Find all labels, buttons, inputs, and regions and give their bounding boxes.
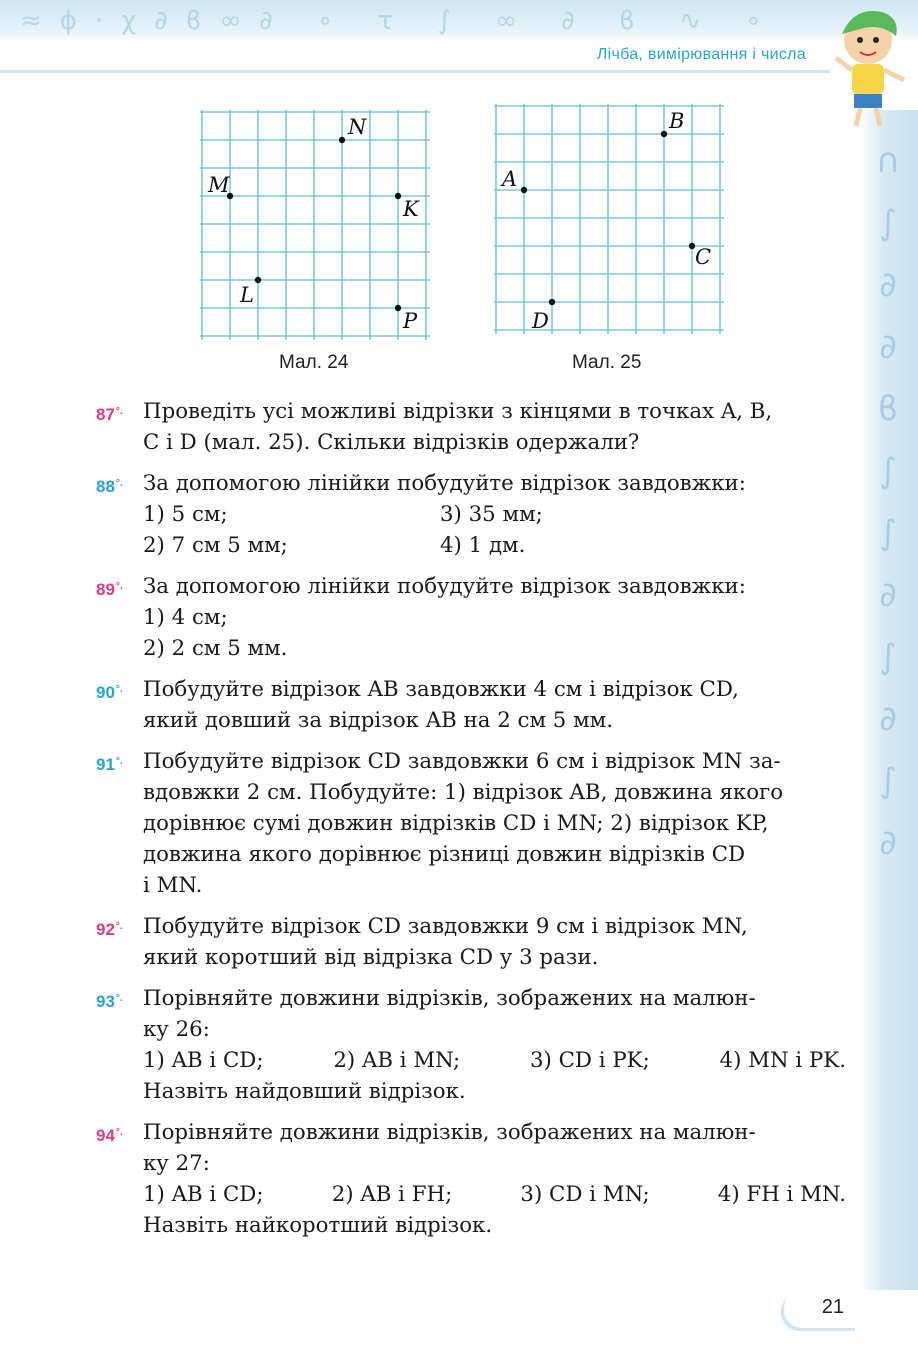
exercise-text-line: Назвіть найдовший відрізок. — [143, 1079, 466, 1104]
exercise-number: 89°. — [96, 580, 123, 599]
figure-24-grid — [198, 108, 434, 344]
option-item: 3) CD і PK; — [530, 1048, 650, 1073]
exercise-list — [96, 396, 846, 1251]
option-item: 1) AB і CD; — [143, 1048, 264, 1073]
options-row — [143, 530, 846, 561]
point-n — [339, 137, 345, 143]
option-item: 3) CD і MN; — [520, 1182, 650, 1207]
point-label-l: L — [240, 283, 254, 307]
exercise-94 — [96, 1117, 846, 1241]
exercise-92 — [96, 911, 846, 973]
figure-25-caption: Мал. 25 — [572, 352, 642, 373]
exercise-text-line: ку 27: — [143, 1151, 210, 1176]
exercise-text-line: Побудуйте відрізок AB завдовжки 4 см і відрізок CD, — [143, 677, 739, 702]
exercise-text-line: За допомогою лінійки побудуйте відрізок завдовжки: — [143, 471, 746, 496]
header-rule — [0, 70, 830, 73]
point-label-c: C — [695, 245, 712, 269]
option-item: 2) 7 см 5 мм; — [143, 533, 288, 558]
option-item: 4) MN і PK. — [719, 1048, 846, 1073]
exercise-text-line: Проведіть усі можливі відрізки з кінцями в точках A, B, — [143, 399, 773, 424]
option-item: 2) AB і FH; — [331, 1182, 453, 1207]
point-label-m: M — [208, 173, 230, 197]
point-b — [661, 131, 667, 137]
page-number: 21 — [821, 1296, 844, 1318]
top-decor-glyphs: ≈ϕ·χ∂ϐ∞∂ ∘ τ ∫ ∞ ∂ ϐ ∿ ∘ — [20, 6, 780, 36]
exercise-89 — [96, 571, 846, 664]
point-l — [255, 277, 261, 283]
options-row — [143, 499, 846, 530]
exercise-number: 87°. — [96, 405, 123, 424]
exercise-text-line: який довший за відрізок AB на 2 см 5 мм. — [143, 708, 614, 733]
exercise-93 — [96, 983, 846, 1107]
exercise-91 — [96, 746, 846, 901]
exercise-number: 91°. — [96, 755, 123, 774]
point-label-b: B — [669, 109, 685, 133]
option-item: 2) 2 см 5 мм. — [143, 636, 288, 661]
exercise-90 — [96, 674, 846, 736]
exercise-number: 90°. — [96, 683, 123, 702]
options-row — [143, 1045, 846, 1076]
exercise-text-line: довжина якого дорівнює різниці довжин відрізків CD — [143, 842, 746, 867]
option-item: 4) FH і MN. — [717, 1182, 846, 1207]
exercise-text-line: Порівняйте довжини відрізків, зображених на малюн- — [143, 986, 756, 1011]
exercise-text-line: Побудуйте відрізок CD завдовжки 9 см і відрізок MN, — [143, 914, 748, 939]
side-decor-glyphs: ∩ ∫ ∂ ∂ ϐ ∫ ∫ ∂ ∫ ∂ ∫ ∂ — [875, 141, 901, 863]
exercise-text-line: який коротший від відрізка CD у 3 рази. — [143, 945, 599, 970]
exercise-number: 93°. — [96, 992, 123, 1011]
exercise-88 — [96, 468, 846, 561]
option-item: 4) 1 дм. — [440, 533, 526, 558]
top-decor-band — [0, 0, 918, 42]
point-k — [395, 193, 401, 199]
point-label-n: N — [348, 115, 367, 139]
exercise-number: 88°. — [96, 477, 123, 496]
exercise-text-line: C і D (мал. 25). Скільки відрізків одержали? — [143, 430, 640, 455]
exercise-text-line: Побудуйте відрізок CD завдовжки 6 см і відрізок MN за- — [143, 749, 781, 774]
option-item: 1) 5 см; — [143, 502, 228, 527]
exercise-number: 92°. — [96, 920, 123, 939]
figure-25-grid — [492, 102, 728, 338]
exercise-text-line: дорівнює сумі довжин відрізків CD і MN; 2) відрізок KP, — [143, 811, 769, 836]
exercise-text-line: і MN. — [143, 873, 203, 898]
exercise-text-line: Порівняйте довжини відрізків, зображених на малюн- — [143, 1120, 756, 1145]
options-row — [143, 1179, 846, 1210]
exercise-87 — [96, 396, 846, 458]
section-title: Лічба, вимірювання і числа — [596, 46, 806, 63]
exercise-text-line: вдовжки 2 см. Побудуйте: 1) відрізок AB, довжина якого — [143, 780, 784, 805]
exercise-text-line: ку 26: — [143, 1017, 210, 1042]
point-p — [395, 305, 401, 311]
option-item: 3) 35 мм; — [440, 502, 543, 527]
exercise-text-line: За допомогою лінійки побудуйте відрізок завдовжки: — [143, 574, 746, 599]
exercise-number: 94°. — [96, 1126, 123, 1145]
exercise-text-line: Назвіть найкоротший відрізок. — [143, 1213, 493, 1238]
point-a — [521, 187, 527, 193]
option-item: 1) 4 см; — [143, 605, 228, 630]
point-label-a: A — [502, 167, 518, 191]
option-item: 2) AB і MN; — [333, 1048, 461, 1073]
point-label-p: P — [403, 309, 418, 333]
mascot-boy-illustration — [824, 0, 916, 130]
point-label-k: K — [403, 197, 419, 221]
option-item: 1) AB і CD; — [143, 1182, 264, 1207]
figure-24-caption: Мал. 24 — [279, 352, 349, 373]
point-d — [549, 299, 555, 305]
point-label-d: D — [532, 309, 549, 333]
